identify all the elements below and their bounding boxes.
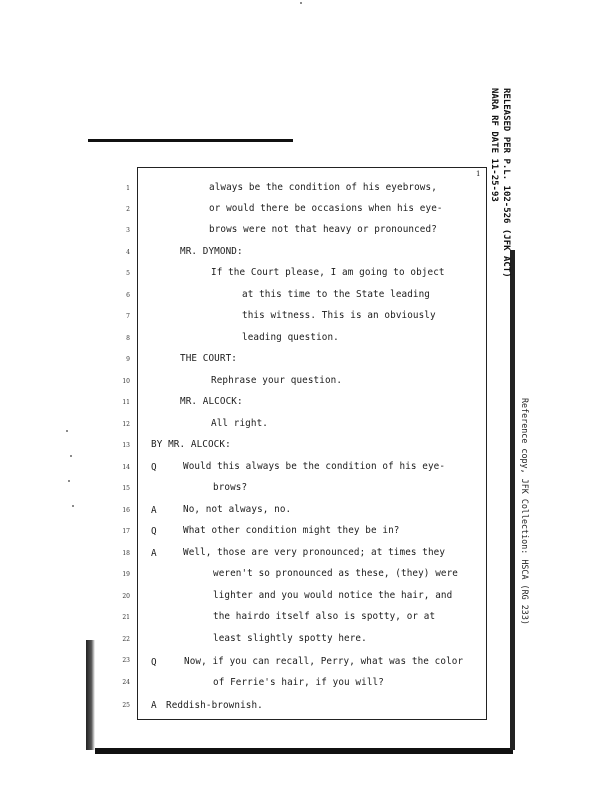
line-number: 17: [122, 528, 130, 535]
line-number: 8: [126, 335, 130, 342]
transcript-line: leading question.: [242, 332, 339, 343]
transcript-line: What other condition might they be in?: [183, 525, 400, 536]
scan-edge-left: [86, 640, 95, 750]
line-number: 16: [122, 507, 130, 514]
answer-marker: A: [151, 505, 157, 516]
reference-copy-stamp: Reference copy, JFK Collection: HSCA (RG 233): [520, 398, 530, 625]
scan-speck: [66, 430, 68, 432]
line-number: 15: [122, 485, 130, 492]
transcript-line: always be the condition of his eyebrows,: [209, 182, 437, 193]
line-number: 5: [126, 270, 130, 277]
transcript-line: No, not always, no.: [183, 504, 292, 515]
question-marker: Q: [151, 462, 157, 473]
line-number: 25: [122, 702, 130, 709]
scan-speck: [68, 480, 70, 482]
line-number: 7: [126, 313, 130, 320]
question-marker: Q: [151, 526, 157, 537]
question-marker: Q: [151, 657, 157, 668]
line-number: 24: [122, 679, 130, 686]
nara-date-stamp: NARA RF DATE 11-25-93: [489, 88, 499, 202]
line-number: 13: [122, 442, 130, 449]
line-number: 6: [126, 292, 130, 299]
line-number: 19: [122, 571, 130, 578]
line-number: 22: [122, 636, 130, 643]
line-number: 14: [122, 464, 130, 471]
line-number: 18: [122, 550, 130, 557]
line-number: 4: [126, 249, 130, 256]
scan-speck: [72, 505, 74, 507]
page-number: 1: [476, 170, 481, 178]
line-number: 20: [122, 593, 130, 600]
transcript-line: this witness. This is an obviously: [242, 310, 436, 321]
transcript-line: weren't so pronounced as these, (they) were: [213, 568, 458, 579]
line-number: 3: [126, 227, 130, 234]
line-number: 11: [122, 399, 130, 406]
transcript-line: least slightly spotty here.: [213, 633, 367, 644]
transcript-line: the hairdo itself also is spotty, or at: [213, 611, 436, 622]
transcript-line: at this time to the State leading: [242, 289, 431, 300]
transcript-line: If the Court please, I am going to object: [211, 267, 445, 278]
transcript-line: of Ferrie's hair, if you will?: [213, 677, 384, 688]
speaker-label: THE COURT:: [180, 353, 237, 364]
scan-edge-top: [88, 139, 293, 142]
scan-edge-right: [510, 250, 515, 750]
transcript-line: Reddish-brownish.: [166, 700, 263, 711]
line-number: 2: [126, 206, 130, 213]
examiner-label: BY MR. ALCOCK:: [151, 439, 231, 450]
transcript-line: Well, those are very pronounced; at times they: [183, 547, 446, 558]
transcript-line: or would there be occasions when his eye-: [209, 203, 443, 214]
line-number: 12: [122, 421, 130, 428]
transcript-line: lighter and you would notice the hair, and: [213, 590, 453, 601]
transcript-line: Now, if you can recall, Perry, what was the color: [184, 656, 464, 667]
line-number: 10: [122, 378, 130, 385]
transcript-line: All right.: [211, 418, 268, 429]
release-stamp: RELEASED PER P.L. 102-526 (JFK ACT): [501, 88, 511, 278]
speaker-label: MR. DYMOND:: [180, 246, 243, 257]
scan-edge-bottom: [95, 748, 513, 754]
transcript-line: Rephrase your question.: [211, 375, 343, 386]
transcript-line: Would this always be the condition of his eye-: [183, 461, 446, 472]
answer-marker: A: [151, 700, 157, 711]
line-number: 21: [122, 614, 130, 621]
answer-marker: A: [151, 548, 157, 559]
scan-speck: [70, 455, 72, 457]
line-number: 23: [122, 657, 130, 664]
line-number: 9: [126, 356, 130, 363]
speaker-label: MR. ALCOCK:: [180, 396, 243, 407]
transcript-line: brows were not that heavy or pronounced?: [209, 224, 437, 235]
transcript-line: brows?: [213, 482, 248, 493]
line-number: 1: [126, 185, 130, 192]
scan-speck: [300, 2, 302, 4]
